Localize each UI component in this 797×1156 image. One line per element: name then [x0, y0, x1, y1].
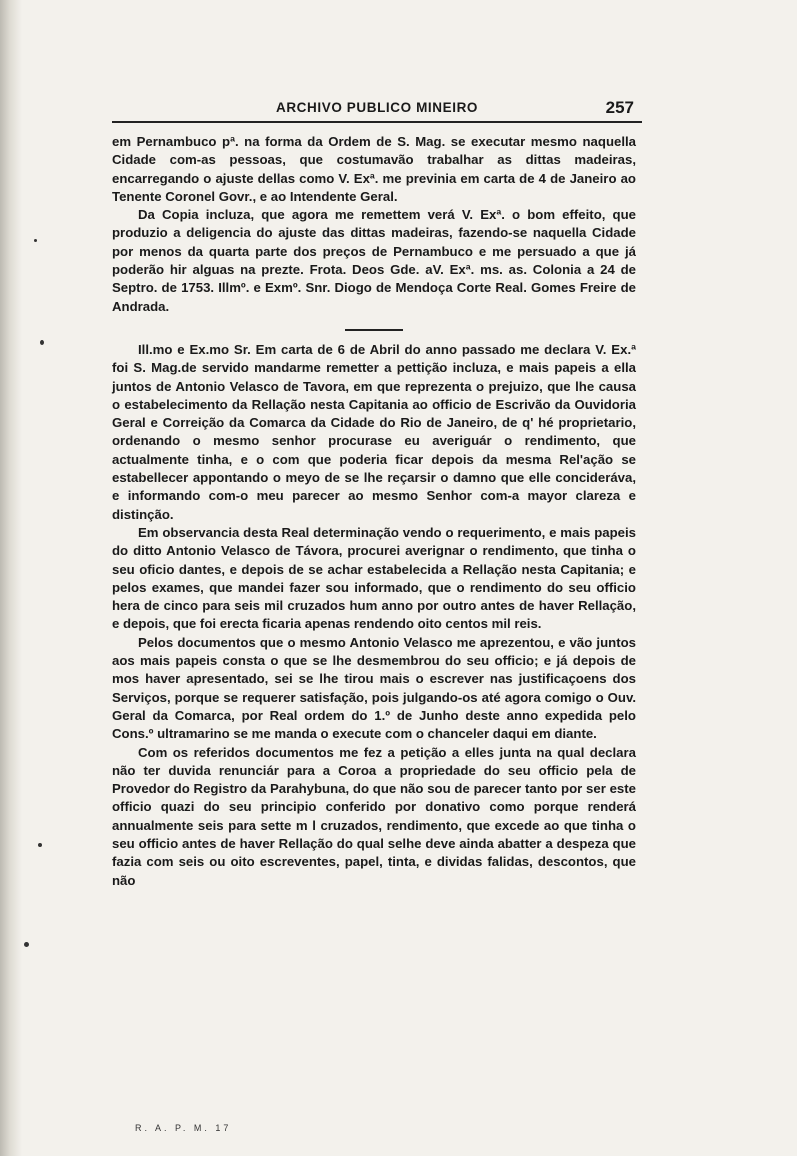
page-number: 257	[605, 98, 634, 117]
paragraph: em Pernambuco pª. na forma da Ordem de S. Mag. se executar mesmo naquella Cidade com-as pessoas, que costumavão trabalhar as dittas madeiras, encarregando o ajuste dellas como V. Exª. me previnia em carta de 4 de Janeiro ao Tenente Coronel Govr., e ao Intendente Geral.	[112, 134, 636, 204]
ink-speck	[38, 843, 42, 847]
signature-mark: R. A. P. M. 17	[135, 1123, 232, 1133]
header-title: ARCHIVO PUBLICO MINEIRO	[275, 100, 479, 115]
paragraph: Em observancia desta Real determinação vendo o requerimento, e mais papeis do ditto Antonio Velasco de Távora, procurei averignar o rendimento, que tinha o seu oficio dantes, e depois de se achar estabelecida a Rellação nesta Capitania; e pelos exames, que mandei fazer sou informado, que o rendimento do seu officio hera de cinco para seis mil cruzados hum anno por outro antes de haver Rellação, e depois, que foi erecta ficaria apenas rendendo oito centos mil reis.	[112, 524, 636, 632]
section-separator	[345, 329, 403, 331]
header-rule	[112, 121, 642, 123]
paragraph: Com os referidos documentos me fez a petição a elles junta na qual declara não ter duvida renunciár para a Coroa a propriedade do seu officio pela de Provedor do Registro da Parahybuna, do que não sou de parecer tanto por ser este officio quazi do seu principio conferido por donativo como porque renderá annualmente seis para sette m l cruzados, rendimento, que excede ao que tinha o seu officio antes de haver Rellação do qual selhe deve ainda abatter a despeza que fazia com seis ou oito escreventes, papel, tinta, e dividas falidas, descontos, que não	[112, 744, 636, 888]
page-binding-shadow	[0, 0, 22, 1156]
ink-speck	[34, 239, 37, 242]
paragraph: Ill.mo e Ex.mo Sr. Em carta de 6 de Abril do anno passado me declara V. Ex.ª foi S. Mag.de servido mandarme remetter a pettição incluza, e mais papeis a ella juntos de Antonio Velasco de Tavora, em que reprezenta o prejuizo, que lhe causa o estabelecimento da Rellação nesta Capitania ao officio de Escrivão da Ouvidoria Geral e Correição da Comarca da Cidade do Rio de Janeiro, de q' hé proprietario, ordenando o mesmo senhor procurase eu averiguár o rendimento, que actualmente tinha, e o com que poderia ficar depois da mesma Rel'ação se estabellecer appontando o meyo de se lhe reçarsir o damno que elle concideráva, e informando com-o meu parecer ao mesmo Senhor com-a mayor clareza e distinção.	[112, 341, 636, 522]
paragraph: Pelos documentos que o mesmo Antonio Velasco me aprezentou, e vão juntos aos mais papeis consta o que se lhe desmembrou do seu officio; e já depois de mos haver apresentado, sei se lhe tirou mais o escrever nas justificaçoens dos Serviços, porque se requerer satisfação, pois julgando-os até agora comigo o Ouv. Geral da Comarca, por Real ordem do 1.º de Junho deste anno expedida pelo Cons.º ultramarino se me manda o execute com o chanceler daqui em diante.	[112, 634, 636, 742]
body-text	[112, 133, 636, 890]
ink-speck	[24, 942, 29, 947]
paragraph: Da Copia incluza, que agora me remettem verá V. Exª. o bom effeito, que produzio a deligencia do ajuste das dittas madeiras, fazendo-se naquella Cidade por menos da quarta parte dos preços de Pernambuco e me persuado a que já poderão hir alguas na prezte. Frota. Deos Gde. aV. Exª. ms. as. Colonia a 24 de Septro. de 1753. Illmº. e Exmº. Snr. Diogo de Mendoça Corte Real. Gomes Freire de Andrada.	[112, 207, 636, 314]
ink-speck	[40, 340, 44, 345]
